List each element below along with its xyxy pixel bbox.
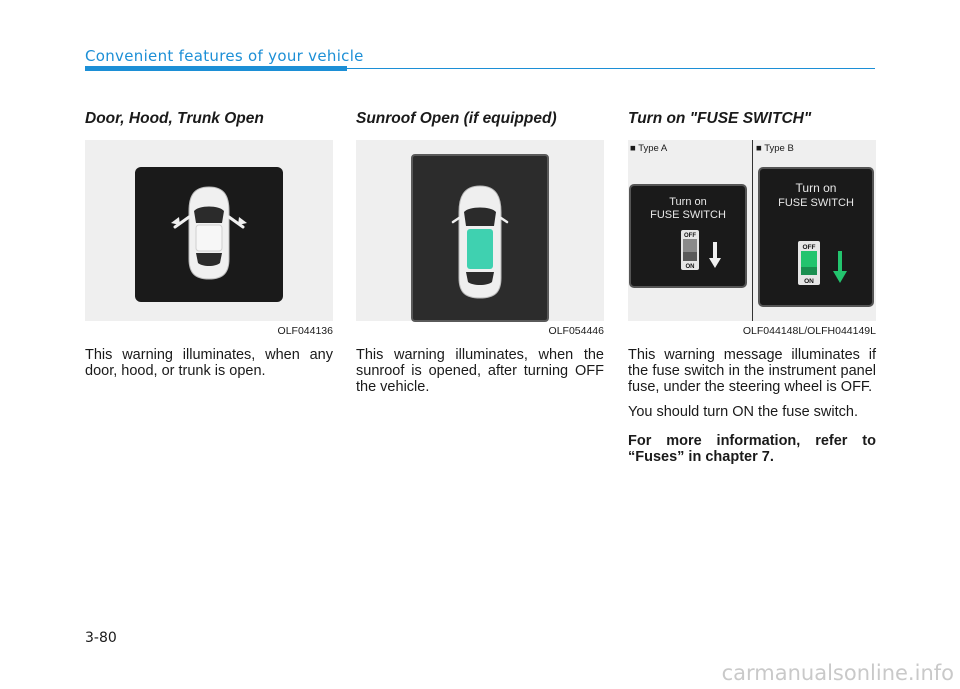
section-title: Door, Hood, Trunk Open — [85, 110, 264, 127]
section-door-hood-trunk — [85, 110, 333, 379]
switch-off-label: OFF — [802, 244, 816, 251]
section-title: Turn on "FUSE SWITCH" — [628, 110, 812, 127]
sunroof-figure — [356, 140, 604, 321]
figure-code: OLF044148L/OLFH044149L — [742, 325, 876, 337]
type-divider — [752, 140, 753, 321]
door-open-figure — [85, 140, 333, 321]
switch-on-label: ON — [685, 264, 695, 270]
fuse-switch-figure — [628, 140, 876, 321]
page-number: 3-80 — [85, 630, 117, 646]
type-a-display — [629, 184, 747, 288]
type-b-label: ■ Type B — [756, 143, 794, 154]
section-body: This warning illuminates, when the sunroof is opened, after turning OFF the vehicle. — [356, 347, 604, 395]
section-body: This warning message illuminates if the fuse switch in the instrument panel fuse, under the steering wheel is OFF. — [628, 347, 876, 395]
car-sunroof-icon — [413, 156, 547, 320]
header-rule — [347, 68, 875, 69]
type-b-display — [758, 167, 874, 307]
header-bar-accent — [85, 66, 347, 71]
type-a-label: ■ Type A — [630, 143, 668, 154]
watermark: carmanualsonline.info — [721, 661, 954, 685]
cluster-display — [411, 154, 549, 322]
panel-line1: Turn on — [669, 196, 707, 208]
header-title: Convenient features of your vehicle — [85, 47, 364, 65]
section-body: This warning illuminates, when any door, hood, or trunk is open. — [85, 347, 333, 379]
section-title: Sunroof Open (if equipped) — [356, 110, 557, 127]
switch-on-label: ON — [804, 278, 814, 285]
car-doors-open-icon — [135, 167, 283, 302]
panel-line1: Turn on — [795, 181, 837, 195]
section-body: You should turn ON the fuse switch. — [628, 404, 858, 420]
figure-code: OLF044136 — [277, 325, 333, 337]
section-fuse-switch — [628, 110, 876, 465]
cluster-display — [135, 167, 283, 302]
switch-off-label: OFF — [684, 233, 696, 239]
panel-line2: FUSE SWITCH — [778, 197, 854, 209]
figure-code: OLF054446 — [548, 325, 604, 337]
fuse-switch-on-icon — [796, 241, 860, 291]
panel-line2: FUSE SWITCH — [650, 209, 726, 221]
reference-note: For more information, refer to “Fuses” in chapter 7. — [628, 433, 876, 465]
fuse-switch-off-icon — [675, 230, 735, 276]
section-sunroof — [356, 110, 604, 395]
